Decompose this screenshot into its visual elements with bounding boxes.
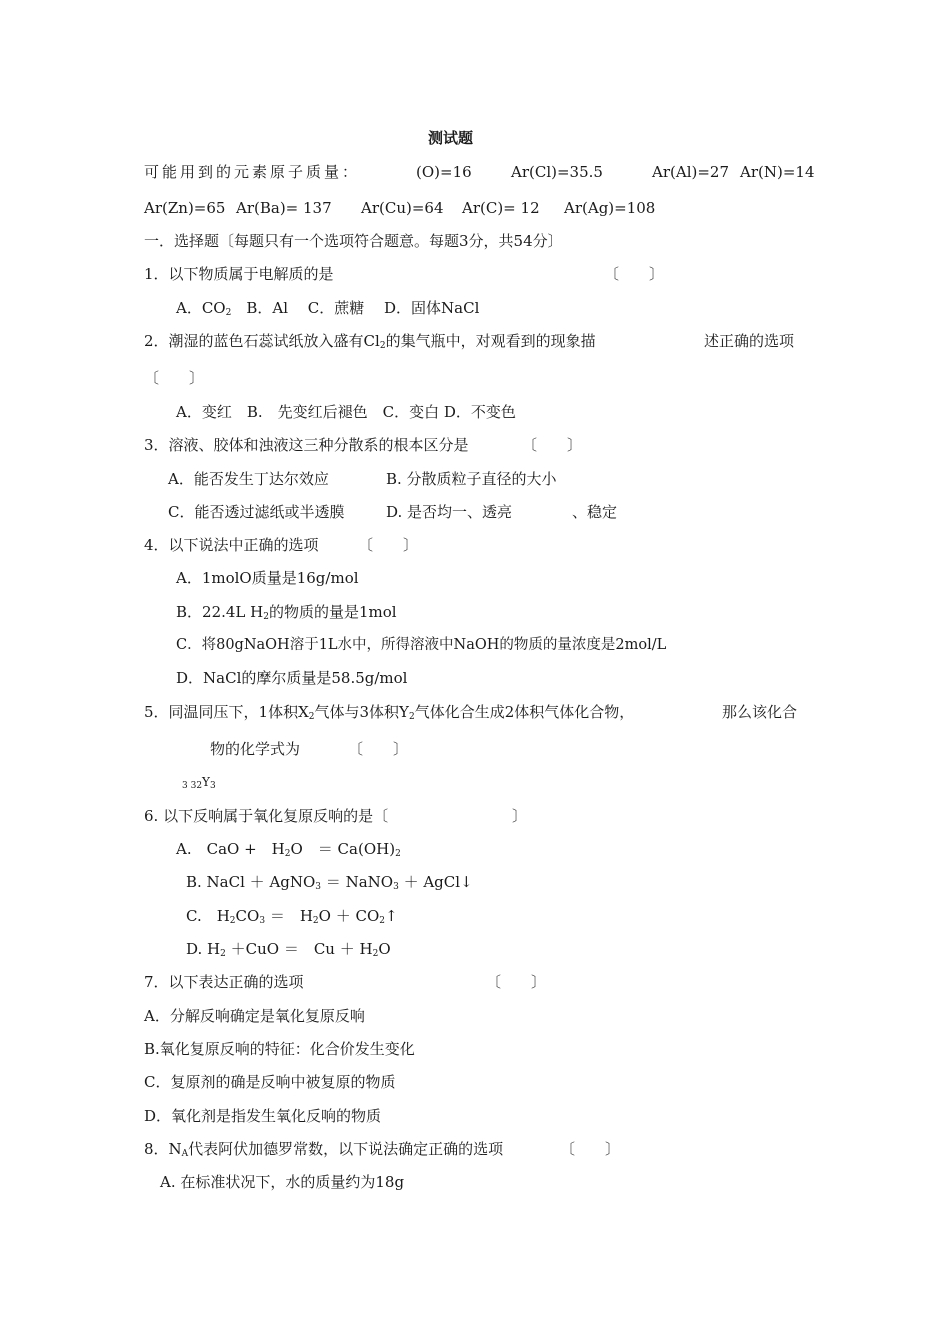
q6-option-d <box>186 939 391 959</box>
question-2-stem <box>144 331 596 351</box>
page-title: 测试题 <box>428 129 474 147</box>
subscript: 2 <box>408 712 415 722</box>
question-5-answer-bracket[interactable]: 〔 〕 <box>348 740 409 758</box>
question-4-stem: 4．以下说法中正确的选项 <box>144 536 319 554</box>
mass-zn: Ar(Zn)=65 <box>144 199 226 217</box>
subscript: 3 <box>209 781 216 791</box>
q6-part: ↑ <box>384 907 398 925</box>
subscript: 2 <box>225 308 232 318</box>
subscript: 2 <box>312 916 319 926</box>
subscript: 3 <box>315 882 322 892</box>
subscript: 2 <box>379 341 386 351</box>
q6-part: A. CaO + H <box>176 840 285 858</box>
q6-option-c <box>186 906 398 926</box>
subscript: 2 <box>220 949 226 959</box>
question-3-stem: 3．溶液、胶体和浊液这三种分散系的根本区分是 <box>144 436 469 454</box>
mass-o: (O)=16 <box>416 163 472 181</box>
question-6-answer-bracket[interactable]: 〕 <box>512 807 528 825</box>
q6-part: O ＋ CO <box>318 907 380 925</box>
q3-option-a: A．能否发生丁达尔效应 <box>168 470 329 488</box>
q4-option-c: C．将80gNaOH溶于1L水中，所得溶液中NaOH的物质的量浓度是2mol/L <box>176 637 667 653</box>
mass-al: Ar(Al)=27 <box>652 163 729 181</box>
mass-ba: Ar(Ba)= 137 <box>236 199 332 217</box>
subscript: 3 <box>393 882 399 892</box>
subscript: 3 32 <box>182 781 203 791</box>
q1-options-rest: B．Al C．蔗糖 D．固体NaCl <box>246 299 480 317</box>
q6-option-a <box>176 839 401 859</box>
q6-part: B. NaCl ＋ AgNO <box>186 873 316 891</box>
question-2-options: A．变红 B. 先变红后褪色 C．变白 D．不变色 <box>176 403 516 421</box>
question-1-answer-bracket[interactable]: 〔 〕 <box>604 265 665 283</box>
q2-stem-part: 的集气瓶中，对观看到的现象描 <box>385 332 596 350</box>
question-7-stem: 7．以下表达正确的选项 <box>144 973 304 991</box>
subscript: 2 <box>379 916 385 926</box>
q8-stem-part: 8．N <box>144 1140 182 1158</box>
q8-stem-part: 代表阿伏加德罗常数，以下说法确定正确的选项 <box>188 1140 504 1158</box>
subscript: 2 <box>284 849 291 859</box>
question-3-answer-bracket[interactable]: 〔 〕 <box>522 436 583 454</box>
subscript: 2 <box>372 949 379 959</box>
q2-stem-part: 2．潮湿的蓝色石蕊试纸放入盛有Cl <box>144 332 380 350</box>
q6-part: CO <box>235 907 260 925</box>
q6-part: ＝ H <box>265 907 313 925</box>
q5-stem-part: 气体与3体积Y <box>314 703 409 721</box>
q4-option-a: A．1molO质量是16g/mol <box>176 569 359 587</box>
q5-fragment <box>182 772 216 792</box>
q8-option-a: A. 在标准状况下，水的质量约为18g <box>160 1173 405 1191</box>
section-heading: 一．选择题〔每题只有一个选项符合题意。每题3分，共54分〕 <box>144 232 563 250</box>
question-1-stem: 1．以下物质属于电解质的是 <box>144 265 334 283</box>
q7-option-a: A．分解反响确定是氧化复原反响 <box>144 1007 365 1025</box>
subscript: 2 <box>229 916 236 926</box>
q7-option-c: C．复原剂的确是反响中被复原的物质 <box>144 1073 396 1091</box>
q7-option-b: B.氧化复原反响的特征：化合价发生变化 <box>144 1040 415 1058</box>
question-8-answer-bracket[interactable]: 〔 〕 <box>560 1140 621 1158</box>
q6-part: ＋ AgCl↓ <box>398 873 473 891</box>
question-5-stem <box>144 702 634 722</box>
q6-part: O <box>378 940 391 958</box>
q3-option-b: B. 分散质粒子直径的大小 <box>386 470 557 488</box>
q3-option-c: C．能否透过滤纸或半透膜 <box>168 503 345 521</box>
mass-ag: Ar(Ag)=108 <box>564 199 656 217</box>
masses-label: 可能用到的元素原子质量： <box>144 163 361 181</box>
q3-option-d: D. 是否均一、透亮 <box>386 503 513 521</box>
q5-fragment-text: Y <box>202 775 210 789</box>
q3-option-d-tail: 、稳定 <box>572 503 618 521</box>
mass-n: Ar(N)=14 <box>740 163 815 181</box>
mass-cu: Ar(Cu)=64 <box>361 199 444 217</box>
q4-option-b <box>176 602 397 622</box>
question-8-stem <box>144 1139 503 1159</box>
q5-stem-part: 气体化合生成2体积气体化合物， <box>414 703 635 721</box>
mass-cl: Ar(Cl)=35.5 <box>511 163 603 181</box>
q6-part: ＝ NaNO <box>321 873 394 891</box>
subscript: 2 <box>395 849 401 859</box>
question-6-stem: 6. 以下反响属于氧化复原反响的是〔 <box>144 807 389 825</box>
question-2-stem-tail: 述正确的选项 <box>704 332 795 350</box>
question-1-options <box>176 298 479 318</box>
q4-option-b-part: B．22.4L H <box>176 603 264 621</box>
subscript: A <box>181 1149 189 1159</box>
q5-stem-part: 5．同温同压下，1体积X <box>144 703 309 721</box>
q6-option-b <box>186 872 473 892</box>
q6-part: O ＝ Ca(OH) <box>290 840 396 858</box>
q6-part: D. H <box>186 940 221 958</box>
q1-option-a: A．CO <box>176 299 226 317</box>
question-2-answer-bracket[interactable]: 〔 〕 <box>144 369 205 387</box>
subscript: 3 <box>259 916 266 926</box>
q6-part: C. H <box>186 907 230 925</box>
question-4-answer-bracket[interactable]: 〔 〕 <box>358 536 419 554</box>
q6-part: ＋CuO ＝ Cu ＋ H <box>225 940 373 958</box>
question-5-stem-cont: 物的化学式为 <box>210 740 301 758</box>
question-7-answer-bracket[interactable]: 〔 〕 <box>486 973 547 991</box>
subscript: 2 <box>263 612 269 622</box>
q4-option-d: D．NaCl的摩尔质量是58.5g/mol <box>176 669 408 687</box>
q7-option-d: D．氧化剂是指发生氧化反响的物质 <box>144 1107 382 1125</box>
q4-option-b-part: 的物质的量是1mol <box>268 603 397 621</box>
mass-c: Ar(C)= 12 <box>462 199 540 217</box>
subscript: 2 <box>308 712 315 722</box>
question-5-stem-tail: 那么该化合 <box>722 703 798 721</box>
